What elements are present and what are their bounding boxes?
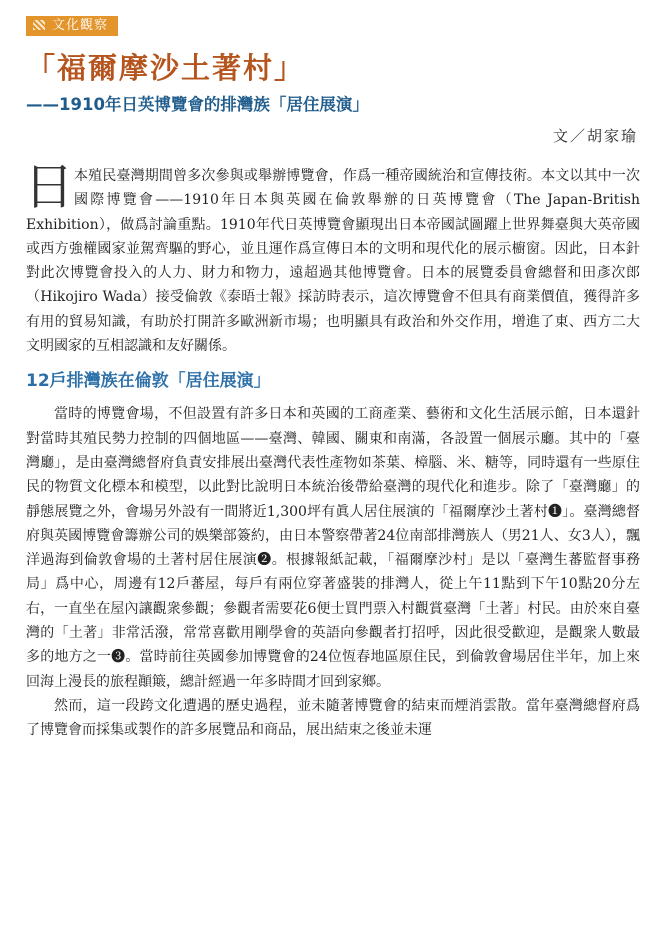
column-tag — [26, 16, 118, 36]
intro-text: 本殖民臺灣期間曾多次參與或舉辦博覽會，作爲一種帝國統治和宣傳技術。本文以其中一次國際博覽會——1910年日本與英國在倫敦舉辦的日英博覽會（The Japan-British Exhibition），做爲討論重點。1910年代日英博覽會顯現出日本帝國試圖躍上世界舞臺與大英帝國或西方強權國家並駕齊驅的野心，並且運作爲宣傳日本的文明和現代化的展示櫥窗。因此，日本針對此次博覽會投入的人力、財力和物力，遠超過其他博覽會。日本的展覽委員會總督和田彥次郎（Hikojiro Wada）接受倫敦《泰晤士報》採訪時表示，這次博覽會不但具有商業價值，獲得許多有用的貿易知識，有助於打開許多歐洲新市場；也明顯具有政治和外交作用，增進了東、西方二大文明國家的互相認識和友好關係。 — [26, 168, 640, 355]
author-byline: 文／胡家瑜 — [552, 127, 638, 145]
article-subtitle: ——1910年日英博覽會的排灣族「居住展演」 — [26, 95, 369, 114]
drop-cap: 日 — [24, 158, 74, 216]
article-title: 「福爾摩沙土著村」 — [26, 51, 306, 85]
body-paragraph: 然而，這一段跨文化遭遇的歷史過程，並未隨著博覽會的結束而煙消雲散。當年臺灣總督府爲了博覽會而採集或製作的許多展覽品和商品，展出結束之後並未運 — [26, 697, 640, 739]
body-paragraph: 當時的博覽會場，不但設置有許多日本和英國的工商產業、藝術和文化生活展示館，日本還針對當時其殖民勢力控制的四個地區——臺灣、韓國、關東和南滿，各設置一個展示廳。其中的「臺灣廳」，是由臺灣總督府負責安排展出臺灣代表性產物如茶葉、樟腦、米、糖等，同時還有一些原住民的物質文化標本和模型，以此對比說明日本統治後帶給臺灣的現代化和進步。除了「臺灣廳」的靜態展覽之外，會場另外設有一間將近1,300坪有眞人居住展演的「福爾摩沙土著村❶」。臺灣總督府與英國博覽會籌辦公司的娛樂部簽約，由日本警察帶著24位南部排灣族人（男21人、女3人），飄洋過海到倫敦會場的土著村居住展演❷。根據報紙記載，「福爾摩沙村」是以「臺灣生蕃監督事務局」爲中心，周邊有12戶蕃屋，每戶有兩位穿著盛裝的排灣人，從上午11點到下午10點20分左右，一直坐在屋內讓觀衆參觀；參觀者需要花6便士買門票入村觀賞臺灣「土著」村民。由於來自臺灣的「土著」非常活潑，常常喜歡用剛學會的英語向參觀者打招呼，因此很受歡迎，是觀衆人數最多的地方之一❸。當時前往英國參加博覽會的24位恆春地區原住民，到倫敦會場居住半年，加上來回海上漫長的旅程顚簸，總計經過一年多時間才回到家鄉。 — [26, 406, 640, 690]
article-body — [24, 158, 640, 743]
intro-paragraph — [24, 158, 640, 358]
stripe-icon — [33, 20, 45, 30]
section-heading: 12戶排灣族在倫敦「居住展演」 — [26, 371, 271, 392]
column-tag-label: 文化觀察 — [52, 18, 109, 33]
article-page — [26, 14, 640, 743]
